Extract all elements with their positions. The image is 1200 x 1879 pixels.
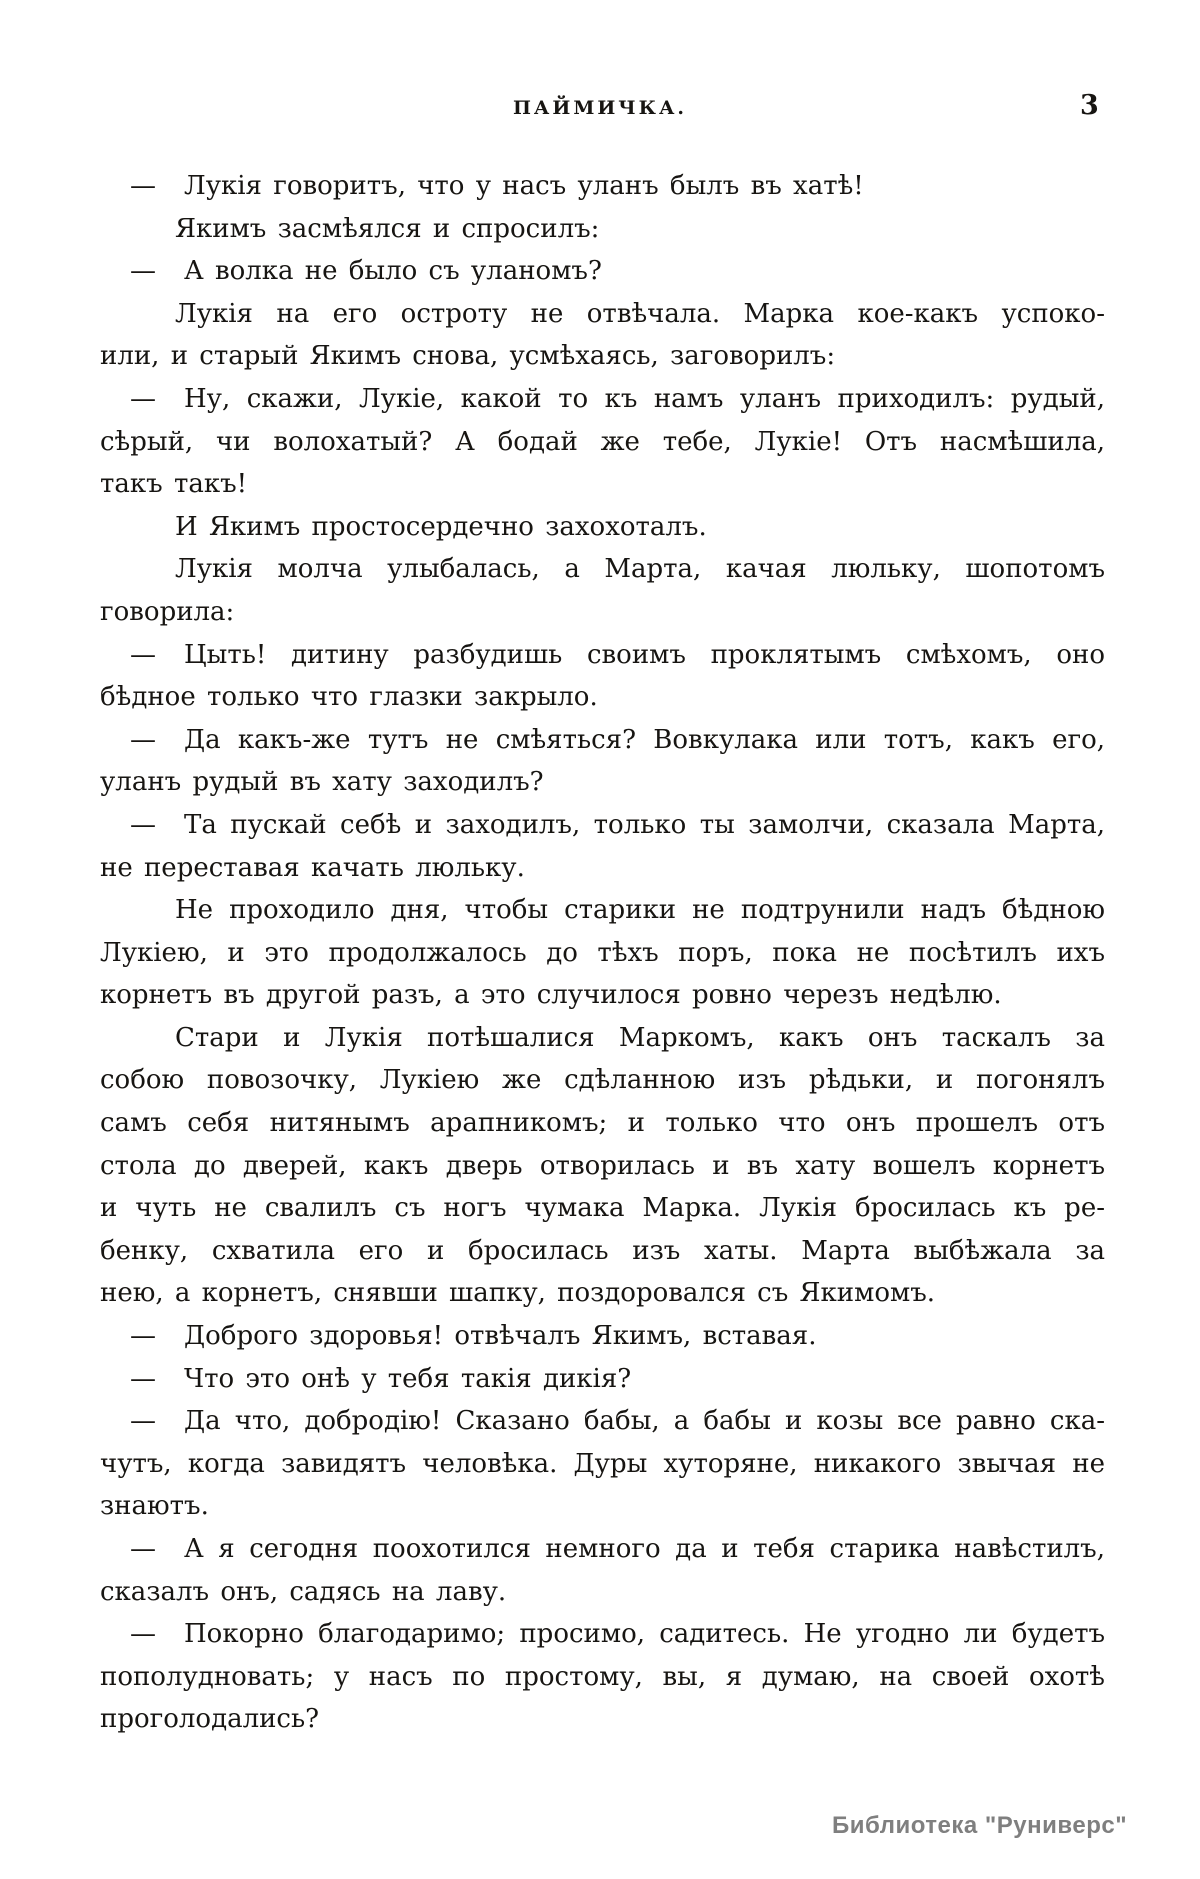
text-line bbox=[100, 1315, 1105, 1358]
page-number: 3 bbox=[1080, 90, 1099, 121]
text-line bbox=[100, 1656, 1105, 1699]
line-text: Доброго здоровья! отвѣчалъ Якимъ, вставая. bbox=[184, 1321, 817, 1352]
line-text: Да что, добродію! Сказано бабы, а бабы и козы все равно ска- bbox=[184, 1406, 1105, 1437]
em-dash: — bbox=[130, 724, 156, 755]
line-text: и чуть не свалилъ съ ногъ чумака Марка. Лукія бросилась къ ре- bbox=[100, 1193, 1105, 1224]
text-line bbox=[100, 974, 1105, 1017]
em-dash: — bbox=[130, 1619, 156, 1650]
text-line bbox=[100, 1698, 1105, 1741]
line-text: такъ такъ! bbox=[100, 469, 248, 500]
em-dash: — bbox=[130, 1406, 156, 1437]
line-text: или, и старый Якимъ снова, усмѣхаясь, заговорилъ: bbox=[100, 341, 836, 372]
text-line bbox=[100, 1400, 1105, 1443]
em-dash: — bbox=[130, 1534, 156, 1564]
text-line bbox=[100, 1272, 1105, 1315]
line-text: Лукія говоритъ, что у насъ уланъ былъ въ хатѣ! bbox=[184, 171, 864, 201]
line-text: самъ себя нитянымъ арапникомъ; и только что онъ прошелъ отъ bbox=[100, 1108, 1105, 1139]
line-text: чутъ, когда завидятъ человѣка. Дуры хуторяне, никакого звычая не bbox=[100, 1448, 1105, 1479]
text-line bbox=[100, 676, 1105, 719]
line-text: Якимъ засмѣялся и спросилъ: bbox=[175, 213, 600, 244]
text-line bbox=[100, 1443, 1105, 1486]
text-line bbox=[100, 1571, 1105, 1614]
text-line bbox=[100, 847, 1105, 890]
text-line bbox=[100, 1230, 1105, 1273]
line-text: бѣдное только что глазки закрыло. bbox=[100, 682, 598, 713]
text-line bbox=[100, 335, 1105, 378]
line-text: уланъ рудый въ хату заходилъ? bbox=[100, 767, 544, 798]
line-text: не переставая качать люльку. bbox=[100, 852, 525, 883]
text-line bbox=[100, 548, 1105, 591]
text-line bbox=[100, 463, 1105, 506]
em-dash: — bbox=[130, 639, 156, 670]
text-line bbox=[100, 761, 1105, 804]
line-text: Да какъ-же тутъ не смѣяться? Вовкулака или тотъ, какъ его, bbox=[184, 724, 1105, 755]
line-text: сказалъ онъ, садясь на лаву. bbox=[100, 1576, 507, 1607]
text-line bbox=[100, 1017, 1105, 1060]
line-text: пополудновать; у насъ по простому, вы, я думаю, на своей охотѣ bbox=[100, 1661, 1105, 1692]
line-text: сѣрый, чи волохатый? А бодай же тебе, Лукіе! Отъ насмѣшила, bbox=[100, 426, 1105, 457]
em-dash: — bbox=[130, 809, 156, 840]
text-line bbox=[100, 1059, 1105, 1102]
library-watermark: Библиотека "Руниверс" bbox=[832, 1812, 1128, 1839]
text-line bbox=[100, 1187, 1105, 1230]
text-line bbox=[100, 634, 1105, 677]
line-text: Покорно благодаримо; просимо, садитесь. Не угодно ли будетъ bbox=[184, 1619, 1105, 1650]
line-text: Стари и Лукія потѣшалися Маркомъ, какъ онъ таскалъ за bbox=[175, 1022, 1105, 1053]
line-text: говорила: bbox=[100, 596, 235, 627]
line-text: собою повозочку, Лукіею же сдѣланною изъ рѣдьки, и погонялъ bbox=[100, 1065, 1105, 1096]
em-dash: — bbox=[130, 256, 156, 287]
line-text: Лукія на его остроту не отвѣчала. Марка кое-какъ успоко- bbox=[175, 298, 1105, 329]
line-text: проголодались? bbox=[100, 1704, 320, 1735]
text-line bbox=[100, 1358, 1105, 1401]
text-line bbox=[100, 1102, 1105, 1145]
text-line bbox=[100, 250, 1105, 293]
em-dash: — bbox=[130, 383, 156, 414]
line-text: А я сегодня поохотился немного да и тебя старика навѣстилъ, bbox=[184, 1534, 1105, 1564]
line-text: знаютъ. bbox=[100, 1491, 209, 1522]
em-dash: — bbox=[130, 1321, 156, 1352]
text-line bbox=[100, 804, 1105, 847]
text-line bbox=[100, 165, 1105, 208]
text-line bbox=[100, 932, 1105, 975]
line-text: бенку, схватила его и бросилась изъ хаты. Марта выбѣжала за bbox=[100, 1235, 1105, 1266]
line-text: нею, а корнетъ, снявши шапку, поздоровался съ Якимомъ. bbox=[100, 1278, 935, 1309]
text-line bbox=[100, 293, 1105, 336]
page-body bbox=[100, 165, 1105, 1741]
text-line bbox=[100, 1528, 1105, 1571]
line-text: И Якимъ простосердечно захохоталъ. bbox=[175, 511, 707, 542]
line-text: Цыть! дитину разбудишь своимъ проклятымъ смѣхомъ, оно bbox=[184, 639, 1105, 670]
line-text: Та пускай себѣ и заходилъ, только ты замолчи, сказала Марта, bbox=[184, 809, 1105, 840]
line-text: Ну, скажи, Лукіе, какой то къ намъ уланъ приходилъ: рудый, bbox=[184, 383, 1105, 414]
text-line bbox=[100, 378, 1105, 421]
text-line bbox=[100, 591, 1105, 634]
running-title: ПАЙМИЧКА. bbox=[512, 97, 688, 119]
line-text: А волка не было съ уланомъ? bbox=[184, 256, 602, 287]
text-line bbox=[100, 1613, 1105, 1656]
line-text: Что это онѣ у тебя такія дикія? bbox=[184, 1363, 632, 1394]
line-text: корнетъ въ другой разъ, а это случилося ровно черезъ недѣлю. bbox=[100, 980, 1002, 1011]
em-dash: — bbox=[130, 1363, 156, 1394]
text-line bbox=[100, 208, 1105, 251]
line-text: Не проходило дня, чтобы старики не подтрунили надъ бѣдною bbox=[175, 895, 1105, 926]
line-text: Лукіею, и это продолжалось до тѣхъ поръ, пока не посѣтилъ ихъ bbox=[100, 937, 1105, 968]
text-line bbox=[100, 1145, 1105, 1188]
text-line bbox=[100, 889, 1105, 932]
line-text: Лукія молча улыбалась, а Марта, качая люльку, шопотомъ bbox=[175, 554, 1105, 585]
text-line bbox=[100, 421, 1105, 464]
text-line bbox=[100, 719, 1105, 762]
em-dash: — bbox=[130, 171, 156, 201]
text-line bbox=[100, 1485, 1105, 1528]
text-line bbox=[100, 506, 1105, 549]
line-text: стола до дверей, какъ дверь отворилась и въ хату вошелъ корнетъ bbox=[100, 1150, 1105, 1181]
